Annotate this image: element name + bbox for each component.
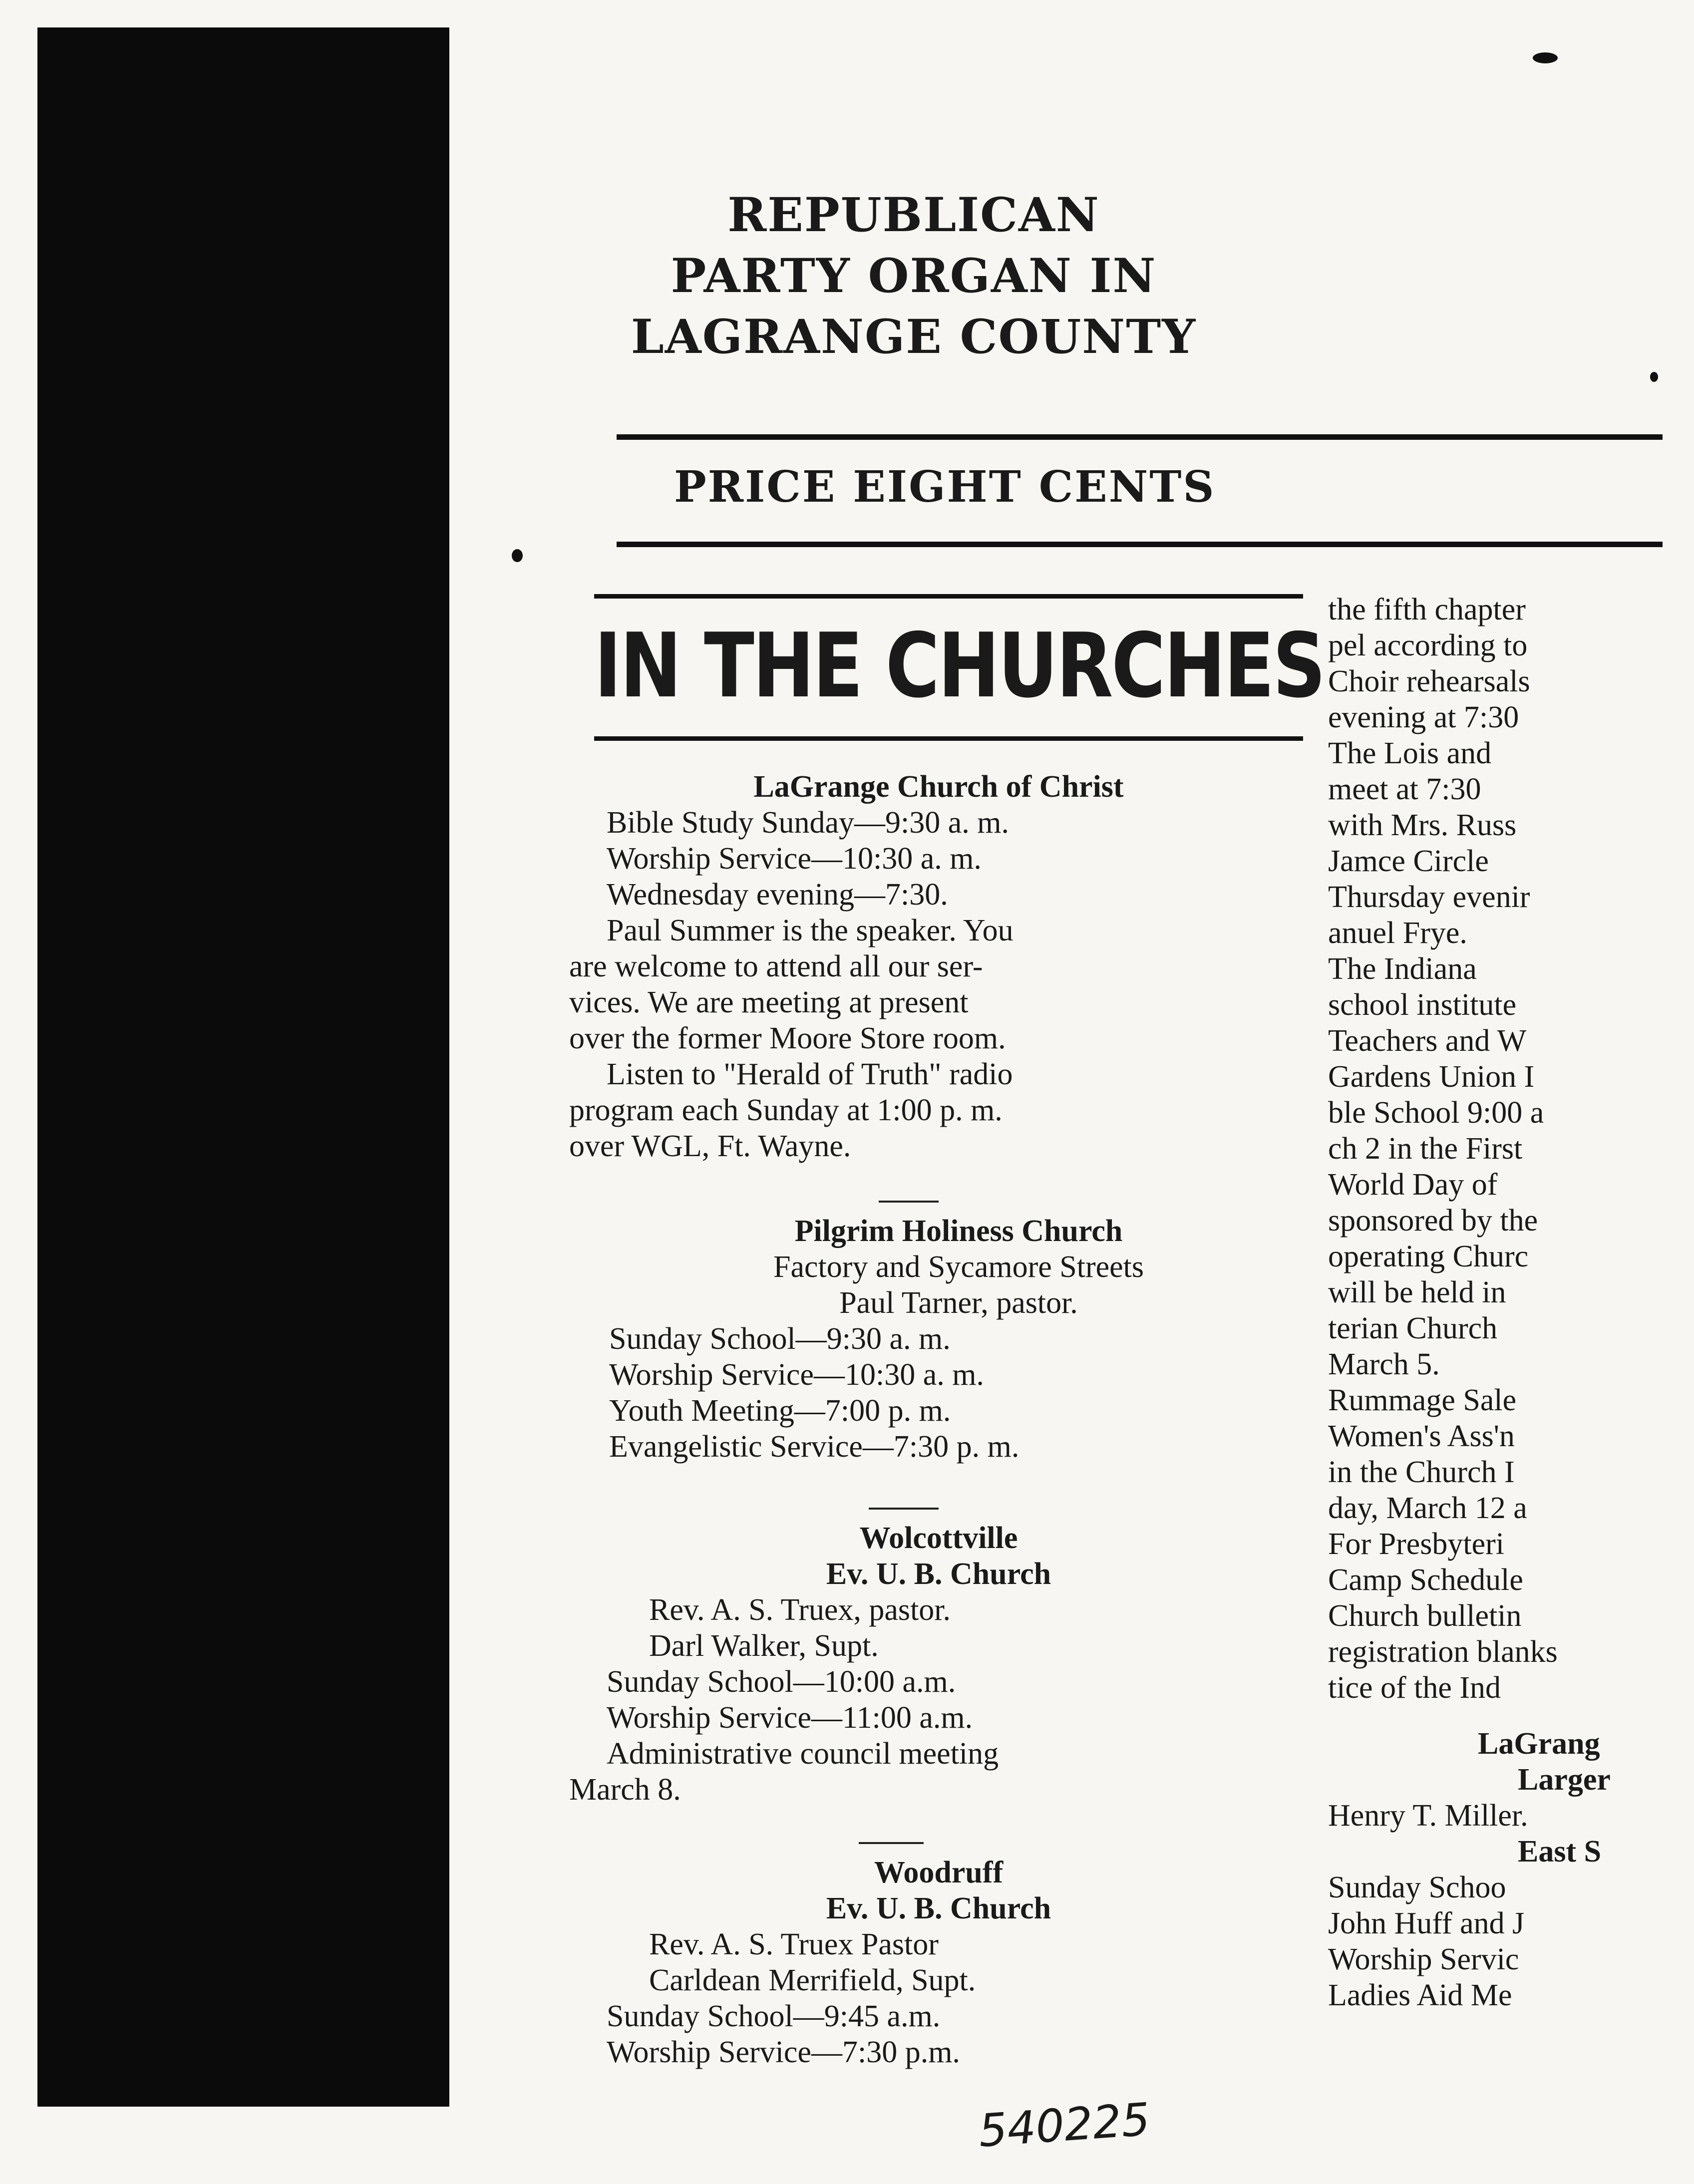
service-line: Sunday School—10:00 a.m. bbox=[607, 1665, 956, 1699]
column-line: Worship Servic bbox=[1328, 1942, 1519, 1976]
price-rule bbox=[617, 542, 1663, 547]
column-line: will be held in bbox=[1328, 1275, 1506, 1309]
adjacent-column bbox=[1328, 592, 1678, 2013]
column-line: Teachers and W bbox=[1328, 1024, 1527, 1058]
service-line: Sunday School—9:30 a. m. bbox=[609, 1322, 951, 1356]
church-name: Ev. U. B. Church bbox=[826, 1557, 1051, 1591]
column-line: tice of the Ind bbox=[1328, 1671, 1501, 1705]
church-listing-2 bbox=[609, 1213, 1308, 1465]
place-name: Woodruff bbox=[874, 1856, 1004, 1889]
column-line: Gardens Union I bbox=[1328, 1060, 1535, 1094]
ink-speck bbox=[1533, 52, 1558, 63]
service-line: Administrative council meeting bbox=[607, 1737, 999, 1771]
column-line: meet at 7:30 bbox=[1328, 772, 1481, 806]
paragraph-line: vices. We are meeting at present bbox=[569, 985, 969, 1019]
staff-line: Carldean Merrifield, Supt. bbox=[649, 1963, 976, 1997]
staff-line: Darl Walker, Supt. bbox=[649, 1629, 879, 1663]
section-title: IN THE CHURCHES bbox=[594, 614, 1325, 717]
column-line: with Mrs. Russ bbox=[1328, 808, 1517, 842]
church-listing-1 bbox=[569, 769, 1308, 1164]
handwritten-number: 540225 bbox=[977, 2093, 1152, 2158]
column-line: sponsored by the bbox=[1328, 1204, 1538, 1238]
staff-line: Rev. A. S. Truex Pastor bbox=[649, 1927, 939, 1961]
paragraph-line: Listen to "Herald of Truth" radio bbox=[607, 1057, 1013, 1091]
section-top-rule bbox=[594, 594, 1303, 599]
service-line: Wednesday evening—7:30. bbox=[607, 878, 948, 912]
masthead-line: REPUBLICAN bbox=[727, 188, 1100, 243]
column-line: Camp Schedule bbox=[1328, 1563, 1523, 1597]
column-line: Henry T. Miller. bbox=[1328, 1799, 1528, 1833]
paragraph-line: program each Sunday at 1:00 p. m. bbox=[569, 1093, 1003, 1127]
paragraph-line: are welcome to attend all our ser- bbox=[569, 949, 983, 983]
column-line: World Day of bbox=[1328, 1168, 1498, 1202]
column-heading: Larger bbox=[1518, 1763, 1611, 1797]
column-line: Ladies Aid Me bbox=[1328, 1978, 1512, 2012]
separator bbox=[879, 1201, 939, 1203]
church-pastor: Paul Tarner, pastor. bbox=[839, 1286, 1078, 1320]
column-line: registration blanks bbox=[1328, 1635, 1558, 1669]
staff-line: Rev. A. S. Truex, pastor. bbox=[649, 1593, 951, 1627]
masthead bbox=[614, 185, 1213, 367]
church-name: Pilgrim Holiness Church bbox=[794, 1214, 1123, 1248]
column-line: Church bulletin bbox=[1328, 1599, 1522, 1633]
column-line: in the Church I bbox=[1328, 1455, 1515, 1489]
service-line: Worship Service—7:30 p.m. bbox=[607, 2035, 960, 2069]
top-rule bbox=[617, 434, 1663, 440]
column-line: For Presbyteri bbox=[1328, 1527, 1505, 1561]
service-line: March 8. bbox=[569, 1773, 681, 1807]
column-line: Rummage Sale bbox=[1328, 1383, 1517, 1417]
price-line: PRICE EIGHT CENTS bbox=[674, 462, 1216, 512]
column-line: the fifth chapter bbox=[1328, 593, 1526, 626]
column-line: ble School 9:00 a bbox=[1328, 1096, 1544, 1130]
column-line: operating Churc bbox=[1328, 1240, 1529, 1273]
ink-speck bbox=[1650, 372, 1658, 382]
church-name: LaGrange Church of Christ bbox=[753, 770, 1124, 804]
separator bbox=[869, 1508, 939, 1510]
column-line: The Lois and bbox=[1328, 736, 1492, 770]
column-heading: East S bbox=[1518, 1835, 1602, 1869]
column-line: March 5. bbox=[1328, 1347, 1440, 1381]
paragraph-line: over WGL, Ft. Wayne. bbox=[569, 1129, 851, 1163]
column-line: John Huff and J bbox=[1328, 1906, 1525, 1940]
paragraph-line: Paul Summer is the speaker. You bbox=[607, 914, 1014, 947]
column-line: Thursday evenir bbox=[1328, 880, 1530, 914]
separator bbox=[859, 1842, 924, 1844]
church-listing-4 bbox=[569, 1855, 1308, 2070]
service-line: Bible Study Sunday—9:30 a. m. bbox=[607, 806, 1009, 840]
column-line: evening at 7:30 bbox=[1328, 700, 1519, 734]
service-line: Worship Service—10:30 a. m. bbox=[607, 842, 982, 876]
church-listing-3 bbox=[569, 1520, 1308, 1808]
column-line: Jamce Circle bbox=[1328, 844, 1489, 878]
masthead-line: PARTY ORGAN IN bbox=[671, 249, 1157, 304]
masthead-line: LAGRANGE COUNTY bbox=[631, 310, 1197, 364]
service-line: Youth Meeting—7:00 p. m. bbox=[609, 1394, 951, 1428]
column-line: school institute bbox=[1328, 988, 1517, 1022]
column-line: ch 2 in the First bbox=[1328, 1132, 1523, 1166]
column-line: Women's Ass'n bbox=[1328, 1419, 1515, 1453]
column-heading: LaGrang bbox=[1478, 1727, 1600, 1761]
place-name: Wolcottville bbox=[859, 1521, 1018, 1555]
column-line: The Indiana bbox=[1328, 952, 1477, 986]
church-name: Ev. U. B. Church bbox=[826, 1891, 1051, 1925]
service-line: Worship Service—11:00 a.m. bbox=[607, 1701, 973, 1735]
redaction-bar bbox=[37, 27, 449, 2107]
service-line: Evangelistic Service—7:30 p. m. bbox=[609, 1430, 1019, 1464]
church-address: Factory and Sycamore Streets bbox=[773, 1250, 1144, 1284]
column-line: pel according to bbox=[1328, 628, 1528, 662]
column-line: Choir rehearsals bbox=[1328, 664, 1530, 698]
column-line: day, March 12 a bbox=[1328, 1491, 1527, 1525]
paragraph-line: over the former Moore Store room. bbox=[569, 1021, 1006, 1055]
section-bottom-rule bbox=[594, 736, 1303, 741]
ink-speck bbox=[512, 549, 523, 562]
column-line: terian Church bbox=[1328, 1311, 1498, 1345]
column-line: anuel Frye. bbox=[1328, 916, 1467, 950]
service-line: Worship Service—10:30 a. m. bbox=[609, 1358, 984, 1392]
column-line: Sunday Schoo bbox=[1328, 1871, 1506, 1904]
service-line: Sunday School—9:45 a.m. bbox=[607, 1999, 941, 2033]
